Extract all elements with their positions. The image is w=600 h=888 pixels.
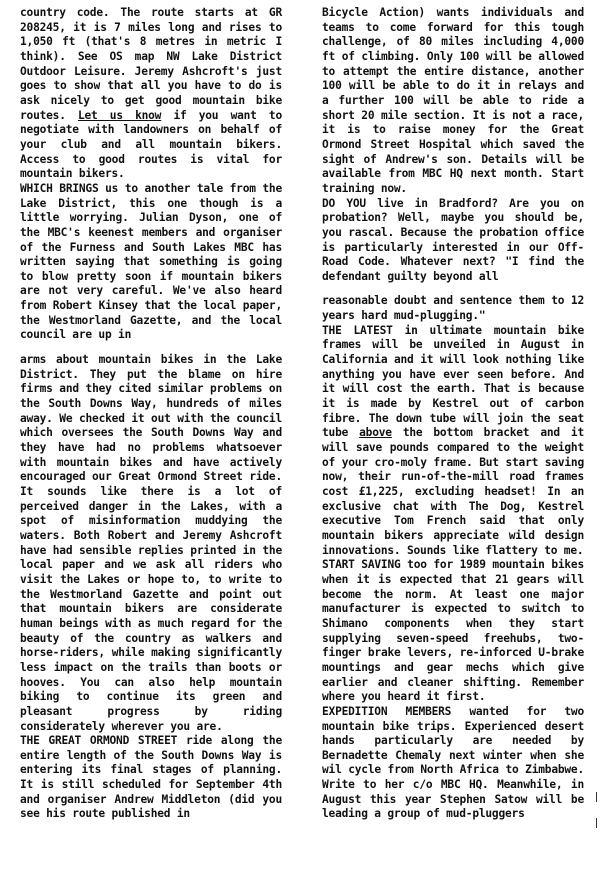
access-paragraph: country code. The route starts at GR 208245, it is 7 miles long and rises to 1,050 ft (that's 8 metres in metric I think). See OS map NW Lake District Outdoor Leisure. Jeremy Ashcroft's just goes to show that all you have to do is ask nicely to get good mountain bike routes. Let us know if you want to negotiate with landowners on behalf of your club and all mountain bikers. Access to good routes is vital for mountain bikers. bbox=[20, 6, 282, 181]
start-saving-paragraph: START SAVING too for 1989 mountain bikes when it is expected that 21 gears will become the norm. At least one major manufacturer is expected to switch to Shimano components when they start supplying seven-speed freehubs, two-finger brake levers, re-inforced U-brake mountings and gear mechs which give earlier and cleaner shifting. Remember where you heard it first. bbox=[322, 558, 584, 704]
bradford-continued-paragraph: reasonable doubt and sentence them to 12 years hard mud-plugging." bbox=[322, 294, 584, 323]
expedition-paragraph: EXPEDITION MEMBERS wanted for two mountain bike trips. Experienced desert hands particularly are needed by Bernadette Chemaly next winter when she wil cycle from North Africa to Zimbabwe. Write to her c/o MBC HQ. Meanwhile, in August this year Stephen Satow will be leading a group of mud-pluggers bbox=[322, 704, 584, 821]
great-ormond-street-paragraph: THE GREAT ORMOND STREET ride along the entire length of the South Downs Way is entering its final stages of planning. It is still scheduled for September 4th and organiser Andrew Middleton (did you see his route published in bbox=[20, 734, 282, 821]
column-gap bbox=[20, 343, 282, 353]
lake-district-paragraph: WHICH BRINGS us to another tale from the Lake District, this one though is a little worrying. Julian Dyson, one of the MBC's keenest members and organiser of the Furness and South Lakes MBC has written saying that something is going to blow pretty soon if mountain bikers are not very careful. We've also heard from Robert Kinsey that the local paper, the Westmorland Gazette, and the local council are up in bbox=[20, 181, 282, 342]
lake-district-continued-paragraph: arms about mountain bikes in the Lake District. They put the blame on hire firms and they cited similar problems on the South Downs Way, hundreds of miles away. We checked it out with the council which oversees the South Downs Way and they have had no problems whatsoever with mountain bikes and have actively encouraged our Great Ormond Street ride. It sounds like there is a lot of perceived danger in the Lakes, with a spot of misinformation muddying the waters. Both Robert and Jeremy Ashcroft have had sensible replies printed in the local paper and we ask all riders who visit the Lakes or hope to, to write to the Westmorland Gazette and point out that mountain bikers are considerate human beings with as much regard for the beauty of the country as walkers and horse-riders, while making significantly less impact on the trails than boots or hooves. You can also help mountain biking to continue its green and pleasant progress by riding considerately wherever you are. bbox=[20, 353, 282, 733]
column-gap bbox=[322, 284, 584, 294]
margin-mark bbox=[596, 792, 597, 802]
right-column bbox=[322, 6, 584, 822]
charity-ride-paragraph: Bicycle Action) wants individuals and teams to come forward for this tough challenge, of 80 miles including 4,000 ft of climbing. Only 100 will be allowed to attempt the entire distance, another 100 will be able to do it in relays and a further 100 will be able to ride a short 20 mile section. It is not a race, it is to raise money for the Great Ormond Street Hospital which saved the sight of Andrew's son. Details will be available from MBC HQ next month. Start training now. bbox=[322, 6, 584, 195]
above-emphasis: above bbox=[359, 426, 392, 440]
let-us-know-link[interactable]: Let us know bbox=[77, 108, 162, 122]
bradford-paragraph: DO YOU live in Bradford? Are you on probation? Well, maybe you should be, you rascal. Because the probation office is particularly interested in our Off-Road Code. Whatever next? "I find the defendant guilty beyond all bbox=[322, 196, 584, 283]
left-column bbox=[20, 6, 282, 822]
margin-mark bbox=[596, 818, 597, 828]
kestrel-frame-paragraph: THE LATEST in ultimate mountain bike frames will be unveiled in August in California and it will look nothing like anything you have ever seen before. And it will cost the earth. That is because it is made by Kestrel out of carbon fibre. The down tube will join the seat tube above the bottom bracket and it will save pounds compared to the weight of your cro-moly frame. But start saving now, their run-of-the-mill road frames cost £1,225, excluding headset! In an exclusive chat with The Dog, Kestrel executive Tom French said that only mountain bikers appreciate wild design innovations. Sounds like flattery to me. bbox=[322, 323, 584, 557]
